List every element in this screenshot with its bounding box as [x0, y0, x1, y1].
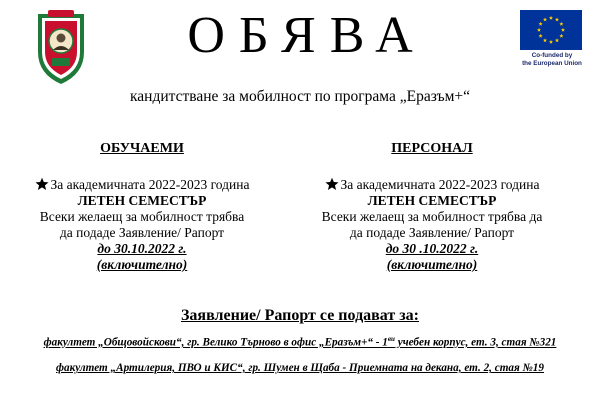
office-location-2: факултет „Артилерия, ПВО и КИС“, гр. Шумен в Щаба - Приемната на декана, ет. 2, стая №19: [56, 362, 544, 374]
students-heading: ОБУЧАЕМИ: [100, 141, 184, 156]
star-bullet-icon: [325, 177, 339, 191]
staff-instruction-2: да подаде Заявление/ Рапорт: [349, 225, 515, 240]
students-year-line: За академичната 2022-2023 година: [12, 177, 272, 193]
star-bullet-icon: [35, 177, 49, 191]
students-instruction-1: Всеки желаещ за мобилност трябва: [39, 209, 245, 224]
staff-deadline: до 30 .10.2022 г.: [385, 241, 479, 256]
students-instruction-2: да подаде Заявление/ Рапорт: [59, 225, 225, 240]
page-title: ОБЯВА: [187, 7, 427, 64]
staff-section: [302, 141, 562, 273]
staff-year-line: За академичната 2022-2023 година: [302, 177, 562, 193]
staff-instruction-1: Всеки желаещ за мобилност трябва да: [321, 209, 543, 224]
students-section: [12, 141, 272, 273]
staff-semester: ЛЕТЕН СЕМЕСТЪР: [367, 193, 497, 208]
students-inclusive: (включително): [96, 257, 188, 272]
submission-heading: Заявление/ Рапорт се подават за:: [180, 307, 419, 324]
staff-heading: ПЕРСОНАЛ: [391, 141, 473, 156]
students-semester: ЛЕТЕН СЕМЕСТЪР: [77, 193, 207, 208]
page-subtitle: кандитстване за мобилност по програма „Еразъм+“: [129, 88, 471, 105]
eu-logo-text: Co-funded by the European Union: [522, 52, 582, 67]
office-location-1: факултет „Общовойскови“, гр. Велико Търново в офис „Еразъм+“ - $1^{ви}$ учебен корпус, ет. 3, стая №321: [43, 335, 557, 349]
staff-inclusive: (включително): [386, 257, 478, 272]
students-deadline: до 30.10.2022 г.: [97, 241, 187, 256]
